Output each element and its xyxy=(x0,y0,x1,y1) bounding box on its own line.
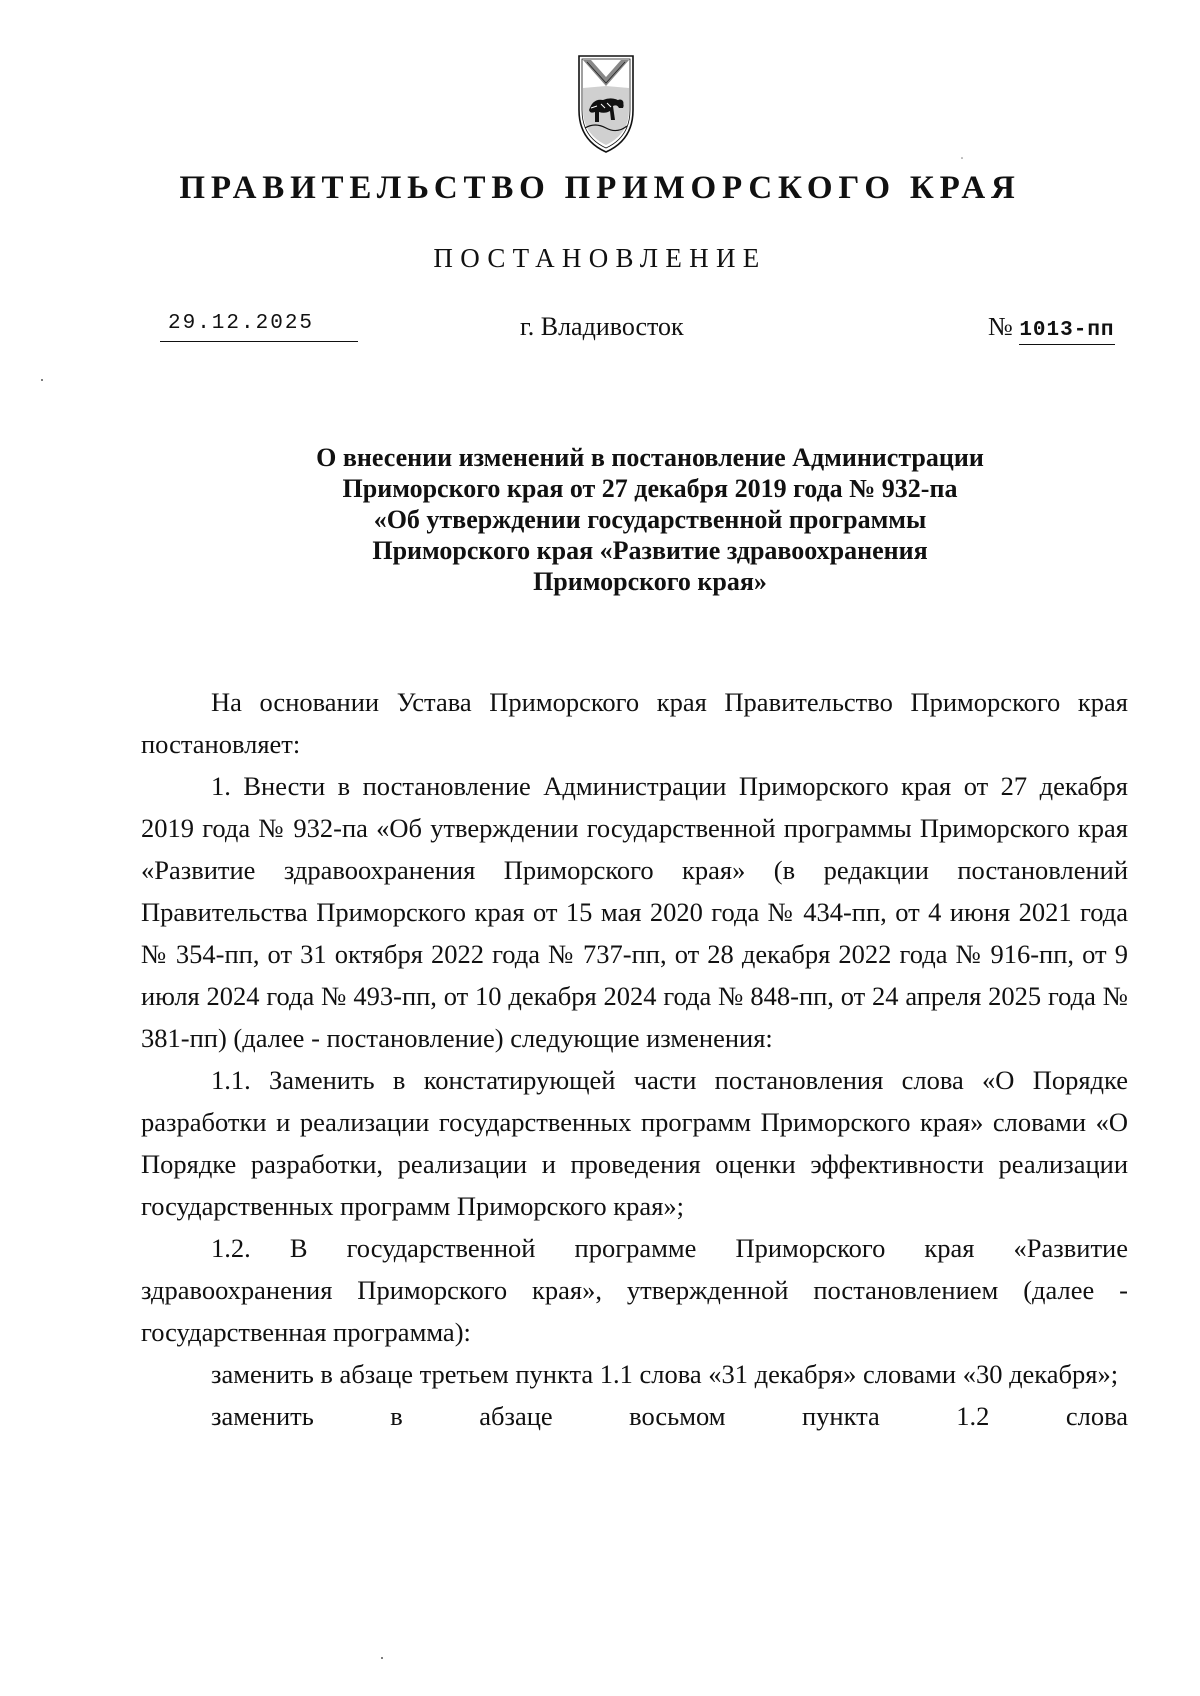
body-paragraph-amend-2: заменить в абзаце восьмом пункта 1.2 слова xyxy=(211,1401,1128,1431)
subject-line: О внесении изменений в постановление Администрации xyxy=(316,443,984,472)
subject-line: Приморского края от 27 декабря 2019 года № 932-па xyxy=(342,474,958,503)
subject-line: «Об утверждении государственной программы xyxy=(373,505,927,534)
coat-of-arms-primorsky-krai-icon xyxy=(575,48,637,156)
body-paragraph-item-1-2: 1.2. В государственной программе Приморского края «Развитие здравоохранения Приморского края», утвержденной постановлением (далее - государственная программа): xyxy=(141,1233,1128,1347)
body-paragraph-item-1: 1. Внести в постановление Администрации Приморского края от 27 декабря 2019 года № 932-па «Об утверждении государственной программы Приморского края «Развитие здравоохранения Приморского края» (в редакции постановлений Правительства Приморского края от 15 мая 2020 года № 434-пп, от 4 июня 2021 года № 354-пп, от 31 октября 2022 года № 737-пп, от 28 декабря 2022 года № 916-пп, от 9 июля 2024 года № 493-пп, от 10 декабря 2024 года № 848-пп, от 24 апреля 2025 года № 381-пп) (далее - постановление) следующие изменения: xyxy=(141,771,1128,1053)
document-number xyxy=(988,312,1115,342)
body-paragraph-preamble: На основании Устава Приморского края Правительство Приморского края постановляет: xyxy=(141,687,1128,759)
issuer-title: ПРАВИТЕЛЬСТВО ПРИМОРСКОГО КРАЯ xyxy=(179,170,1021,206)
document-city: г. Владивосток xyxy=(520,312,684,341)
body-paragraph-amend-1: заменить в абзаце третьем пункта 1.1 слова «31 декабря» словами «30 декабря»; xyxy=(211,1359,1119,1389)
subject-line: Приморского края» xyxy=(533,567,767,596)
document-subject xyxy=(240,442,1060,597)
subject-line: Приморского края «Развитие здравоохранения xyxy=(372,536,928,565)
document-type: ПОСТАНОВЛЕНИЕ xyxy=(433,243,767,273)
number-sign: № xyxy=(988,312,1013,341)
coat-of-arms-emblem xyxy=(575,48,637,156)
document-body xyxy=(141,681,1128,1437)
number-value: 1013-пп xyxy=(1019,319,1114,345)
body-paragraph-item-1-1: 1.1. Заменить в констатирующей части постановления слова «О Порядке разработки и реализации государственных программ Приморского края» словами «О Порядке разработки, реализации и проведения оценки эффективности реализации государственных программ Приморского края»; xyxy=(141,1065,1128,1221)
document-date: 29.12.2025 xyxy=(160,312,358,342)
